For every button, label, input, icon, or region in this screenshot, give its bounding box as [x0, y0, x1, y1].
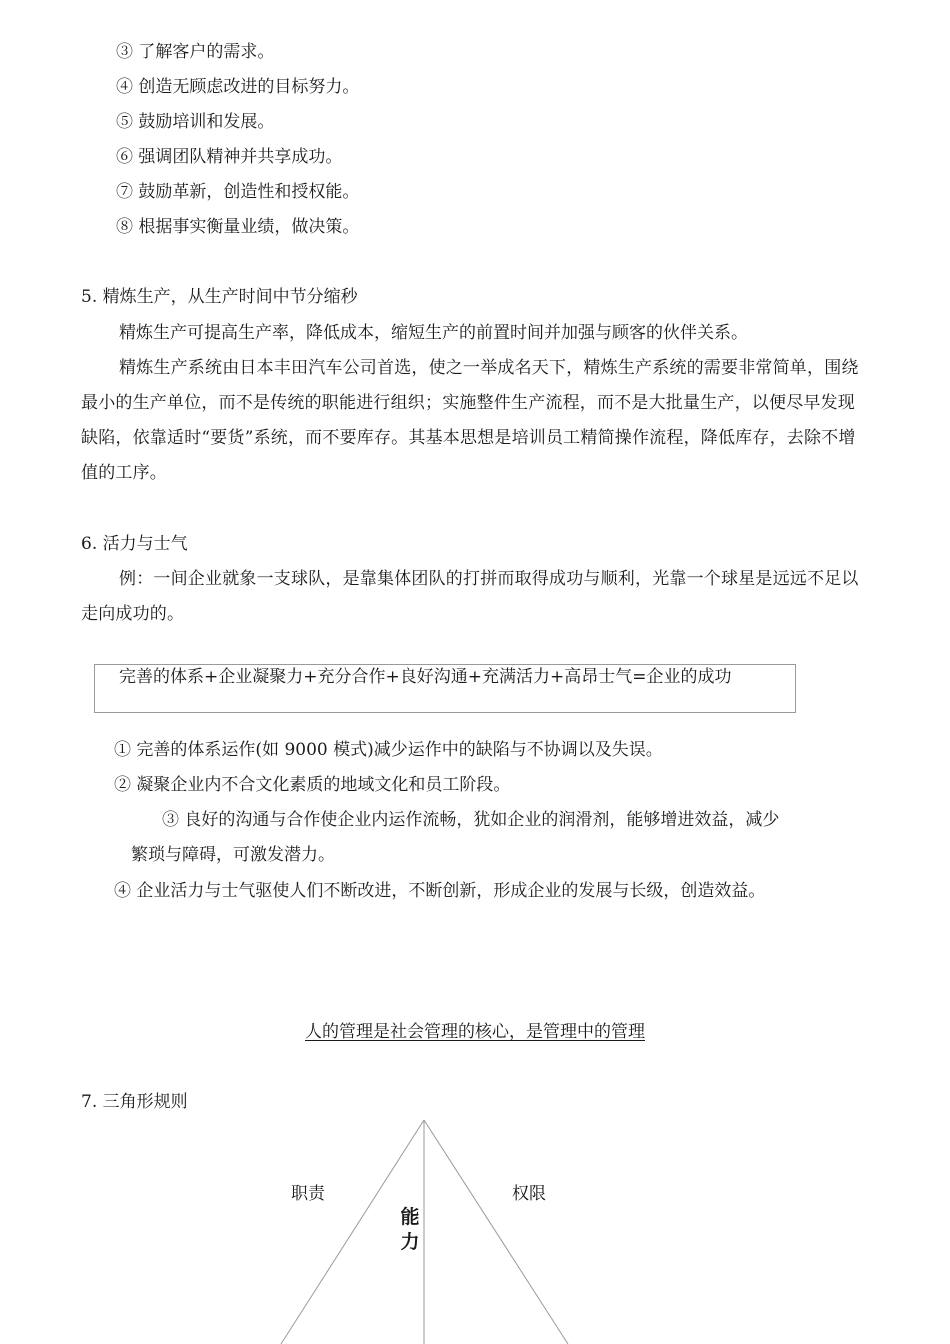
paragraph: 例：一间企业就象一支球队，是靠集体团队的打拼而取得成功与顺利，光靠一个球星是远远不足以走向成功的。	[81, 569, 859, 624]
list-item: ② 凝聚企业内不合文化素质的地域文化和员工阶段。	[114, 775, 511, 795]
triangle-diagram	[0, 1110, 950, 1344]
triangle-label-ability	[398, 1205, 422, 1255]
list-item-continuation: 繁琐与障碍，可激发潜力。	[131, 845, 335, 865]
paragraph: 精炼生产系统由日本丰田汽车公司首选，使之一举成名天下，精炼生产系统的需要非常简单，围绕最小的生产单位，而不是传统的职能进行组织；实施整件生产流程，而不是大批量生产，以便尽早发现缺陷，依靠适时“要货”系统，而不要库存。其基本思想是培训员工精简操作流程，降低库存，去除不增值的工序。	[81, 358, 859, 483]
center-title	[0, 1021, 950, 1043]
list-item: ⑦ 鼓励革新，创造性和授权能。	[116, 182, 360, 202]
list-item: ⑤ 鼓励培训和发展。	[116, 112, 275, 132]
triangle-right-edge	[424, 1120, 568, 1344]
ability-char-1: 能	[400, 1206, 420, 1228]
list-item: ① 完善的体系运作(如 9000 模式)减少运作中的缺陷与不协调以及失误。	[114, 740, 663, 760]
list-item: ④ 创造无顾虑改进的目标努力。	[116, 77, 360, 97]
ability-char-2: 力	[400, 1231, 420, 1253]
section-heading: 6. 活力与士气	[81, 534, 188, 554]
list-item: ④ 企业活力与士气驱使人们不断改进，不断创新，形成企业的发展与长级，创造效益。	[114, 881, 766, 901]
center-title-text: 人的管理是社会管理的核心，是管理中的管理	[305, 1022, 645, 1042]
formula-box	[94, 664, 796, 713]
list-item: ⑧ 根据事实衡量业绩，做决策。	[116, 217, 360, 237]
formula-text: 完善的体系+企业凝聚力+充分合作+良好沟通+充满活力+高昂士气=企业的成功	[119, 667, 732, 687]
list-item: ③ 了解客户的需求。	[116, 42, 275, 62]
list-item: ⑥ 强调团队精神并共享成功。	[116, 147, 343, 167]
list-item: ③ 良好的沟通与合作使企业内运作流畅，犹如企业的润滑剂，能够增进效益，减少	[162, 810, 780, 830]
triangle-label-responsibility: 职责	[291, 1184, 325, 1204]
section-heading: 5. 精炼生产，从生产时间中节分缩秒	[81, 287, 358, 307]
section-heading: 7. 三角形规则	[81, 1092, 188, 1112]
triangle-label-authority: 权限	[512, 1184, 546, 1204]
paragraph: 精炼生产可提高生产率，降低成本，缩短生产的前置时间并加强与顾客的伙伴关系。	[119, 323, 748, 343]
